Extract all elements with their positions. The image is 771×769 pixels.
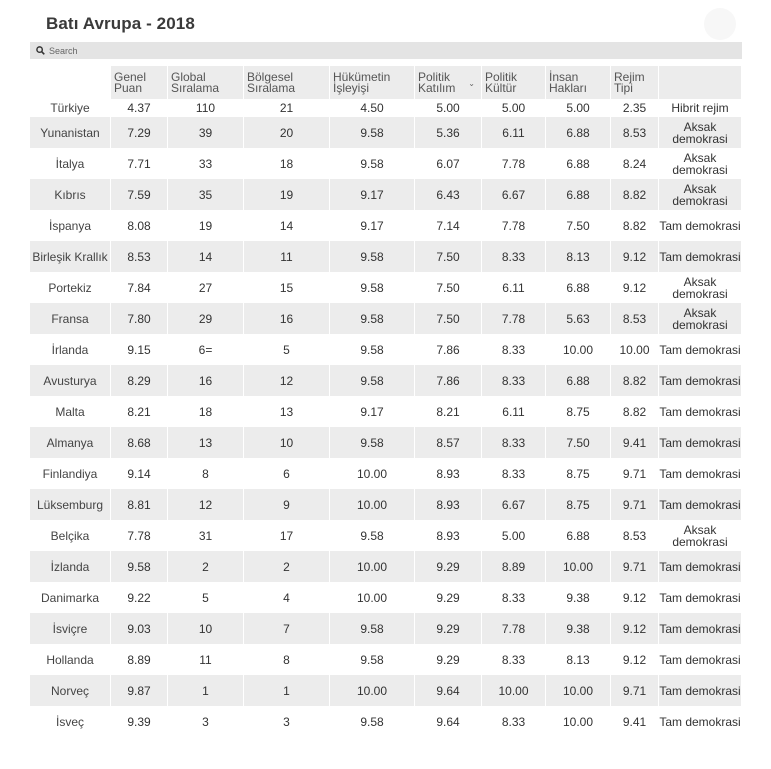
table-row[interactable] (30, 613, 742, 644)
global-siralama-cell: 10 (168, 613, 244, 644)
politik-kultur-cell: 5.00 (482, 520, 546, 551)
politik-kultur-cell: 7.78 (482, 148, 546, 179)
politik-katilim-cell: 8.93 (415, 520, 482, 551)
politik-kultur-cell: 7.78 (482, 613, 546, 644)
column-header-genel-puan[interactable]: Genel Puan (111, 66, 168, 99)
genel-puan-cell: 9.15 (111, 334, 168, 365)
rejim-tipi-cell: 9.41 (611, 427, 659, 458)
politik-kultur-cell: 6.11 (482, 272, 546, 303)
insan-haklari-cell: 6.88 (546, 117, 611, 148)
hukumetin-isleyisi-cell: 9.58 (330, 303, 415, 334)
country-cell: Finlandiya (30, 458, 111, 489)
rejim-tipi-cell: 8.53 (611, 117, 659, 148)
hukumetin-isleyisi-cell: 10.00 (330, 489, 415, 520)
global-siralama-cell: 13 (168, 427, 244, 458)
insan-haklari-cell: 10.00 (546, 334, 611, 365)
insan-haklari-cell: 8.13 (546, 241, 611, 272)
global-siralama-cell: 29 (168, 303, 244, 334)
hukumetin-isleyisi-cell: 9.58 (330, 241, 415, 272)
table-row[interactable] (30, 396, 742, 427)
global-siralama-cell: 8 (168, 458, 244, 489)
table-row[interactable] (30, 706, 742, 737)
rejim-tipi-cell: 9.12 (611, 272, 659, 303)
bolgesel-siralama-cell: 18 (244, 148, 330, 179)
regime-type-cell: Tam demokrasi (659, 334, 742, 365)
global-siralama-cell: 1 (168, 675, 244, 706)
genel-puan-cell: 8.29 (111, 365, 168, 396)
column-header-hukumetin-isleyisi[interactable]: Hükümetin İşleyişi (330, 66, 415, 99)
regime-type-cell: Aksak demokrasi (659, 148, 742, 179)
insan-haklari-cell: 7.50 (546, 210, 611, 241)
table-row[interactable] (30, 644, 742, 675)
politik-kultur-cell: 8.33 (482, 582, 546, 613)
politik-katilim-cell: 9.29 (415, 613, 482, 644)
country-cell: İzlanda (30, 551, 111, 582)
politik-katilim-cell: 7.14 (415, 210, 482, 241)
global-siralama-cell: 39 (168, 117, 244, 148)
bolgesel-siralama-cell: 12 (244, 365, 330, 396)
hukumetin-isleyisi-cell: 9.17 (330, 179, 415, 210)
politik-katilim-cell: 7.86 (415, 334, 482, 365)
politik-kultur-cell: 5.00 (482, 99, 546, 117)
global-siralama-cell: 16 (168, 365, 244, 396)
insan-haklari-cell: 8.75 (546, 458, 611, 489)
rejim-tipi-cell: 8.53 (611, 520, 659, 551)
bolgesel-siralama-cell: 15 (244, 272, 330, 303)
column-header-rejim-tipi[interactable]: Rejim Tipi (611, 66, 659, 99)
politik-katilim-cell: 8.57 (415, 427, 482, 458)
politik-kultur-cell: 8.89 (482, 551, 546, 582)
genel-puan-cell: 8.89 (111, 644, 168, 675)
politik-katilim-cell: 5.00 (415, 99, 482, 117)
column-header-global-siralama[interactable]: Global Sıralama (168, 66, 244, 99)
politik-katilim-cell: 7.50 (415, 303, 482, 334)
bolgesel-siralama-cell: 8 (244, 644, 330, 675)
genel-puan-cell: 8.68 (111, 427, 168, 458)
bolgesel-siralama-cell: 10 (244, 427, 330, 458)
column-header-country[interactable] (30, 66, 111, 99)
regime-type-cell: Hibrit rejim (659, 99, 742, 117)
rejim-tipi-cell: 9.12 (611, 582, 659, 613)
insan-haklari-cell: 8.13 (546, 644, 611, 675)
country-cell: Belçika (30, 520, 111, 551)
politik-kultur-cell: 6.67 (482, 179, 546, 210)
rejim-tipi-cell: 8.82 (611, 365, 659, 396)
table-row[interactable] (30, 520, 742, 551)
genel-puan-cell: 7.78 (111, 520, 168, 551)
insan-haklari-cell: 9.38 (546, 613, 611, 644)
table-row[interactable] (30, 365, 742, 396)
genel-puan-cell: 7.59 (111, 179, 168, 210)
politik-kultur-cell: 7.78 (482, 210, 546, 241)
search-bar[interactable] (30, 42, 742, 59)
hukumetin-isleyisi-cell: 9.17 (330, 396, 415, 427)
genel-puan-cell: 7.84 (111, 272, 168, 303)
bolgesel-siralama-cell: 19 (244, 179, 330, 210)
global-siralama-cell: 35 (168, 179, 244, 210)
bolgesel-siralama-cell: 9 (244, 489, 330, 520)
genel-puan-cell: 8.08 (111, 210, 168, 241)
politik-katilim-cell: 6.43 (415, 179, 482, 210)
politik-kultur-cell: 8.33 (482, 644, 546, 675)
regime-type-cell: Tam demokrasi (659, 458, 742, 489)
rejim-tipi-cell: 8.82 (611, 396, 659, 427)
table-row[interactable] (30, 272, 742, 303)
country-cell: Türkiye (30, 99, 111, 117)
genel-puan-cell: 4.37 (111, 99, 168, 117)
regime-type-cell: Tam demokrasi (659, 427, 742, 458)
hukumetin-isleyisi-cell: 10.00 (330, 551, 415, 582)
global-siralama-cell: 19 (168, 210, 244, 241)
politik-kultur-cell: 6.11 (482, 117, 546, 148)
insan-haklari-cell: 6.88 (546, 179, 611, 210)
rejim-tipi-cell: 8.53 (611, 303, 659, 334)
insan-haklari-cell: 8.75 (546, 396, 611, 427)
bolgesel-siralama-cell: 16 (244, 303, 330, 334)
insan-haklari-cell: 10.00 (546, 706, 611, 737)
search-icon (36, 46, 45, 55)
rejim-tipi-cell: 8.82 (611, 179, 659, 210)
regime-type-cell: Tam demokrasi (659, 365, 742, 396)
bolgesel-siralama-cell: 14 (244, 210, 330, 241)
table-row[interactable] (30, 675, 742, 706)
hukumetin-isleyisi-cell: 9.58 (330, 613, 415, 644)
hukumetin-isleyisi-cell: 9.58 (330, 427, 415, 458)
country-cell: Malta (30, 396, 111, 427)
table-header-row (30, 66, 742, 99)
politik-katilim-cell: 9.29 (415, 551, 482, 582)
genel-puan-cell: 9.39 (111, 706, 168, 737)
regime-type-cell: Tam demokrasi (659, 582, 742, 613)
country-cell: Portekiz (30, 272, 111, 303)
regime-type-cell: Tam demokrasi (659, 396, 742, 427)
country-cell: Hollanda (30, 644, 111, 675)
insan-haklari-cell: 7.50 (546, 427, 611, 458)
hukumetin-isleyisi-cell: 4.50 (330, 99, 415, 117)
table-row[interactable] (30, 241, 742, 272)
hukumetin-isleyisi-cell: 9.58 (330, 706, 415, 737)
insan-haklari-cell: 6.88 (546, 272, 611, 303)
table-row[interactable] (30, 210, 742, 241)
rejim-tipi-cell: 9.12 (611, 241, 659, 272)
politik-katilim-cell: 7.86 (415, 365, 482, 396)
politik-kultur-cell: 8.33 (482, 241, 546, 272)
bolgesel-siralama-cell: 11 (244, 241, 330, 272)
bolgesel-siralama-cell: 3 (244, 706, 330, 737)
country-cell: Fransa (30, 303, 111, 334)
bolgesel-siralama-cell: 4 (244, 582, 330, 613)
bolgesel-siralama-cell: 21 (244, 99, 330, 117)
country-cell: İsviçre (30, 613, 111, 644)
global-siralama-cell: 2 (168, 551, 244, 582)
bolgesel-siralama-cell: 5 (244, 334, 330, 365)
bolgesel-siralama-cell: 13 (244, 396, 330, 427)
table-row[interactable] (30, 334, 742, 365)
rejim-tipi-cell: 2.35 (611, 99, 659, 117)
table-row[interactable] (30, 117, 742, 148)
regime-type-cell: Tam demokrasi (659, 613, 742, 644)
rejim-tipi-cell: 8.24 (611, 148, 659, 179)
country-cell: İtalya (30, 148, 111, 179)
regime-type-cell: Aksak demokrasi (659, 117, 742, 148)
rejim-tipi-cell: 9.71 (611, 489, 659, 520)
genel-puan-cell: 9.03 (111, 613, 168, 644)
politik-katilim-cell: 9.29 (415, 644, 482, 675)
politik-katilim-cell: 7.50 (415, 272, 482, 303)
insan-haklari-cell: 8.75 (546, 489, 611, 520)
table-row[interactable] (30, 551, 742, 582)
rejim-tipi-cell: 9.41 (611, 706, 659, 737)
sort-desc-icon: ⌄ (468, 79, 475, 88)
genel-puan-cell: 8.21 (111, 396, 168, 427)
table-row[interactable] (30, 179, 742, 210)
global-siralama-cell: 6= (168, 334, 244, 365)
global-siralama-cell: 18 (168, 396, 244, 427)
politik-kultur-cell: 8.33 (482, 334, 546, 365)
fullscreen-button[interactable] (704, 8, 736, 40)
rejim-tipi-cell: 10.00 (611, 334, 659, 365)
insan-haklari-cell: 10.00 (546, 675, 611, 706)
global-siralama-cell: 12 (168, 489, 244, 520)
global-siralama-cell: 31 (168, 520, 244, 551)
hukumetin-isleyisi-cell: 9.58 (330, 272, 415, 303)
table-row[interactable] (30, 582, 742, 613)
rejim-tipi-cell: 9.12 (611, 644, 659, 675)
country-cell: İrlanda (30, 334, 111, 365)
hukumetin-isleyisi-cell: 9.17 (330, 210, 415, 241)
global-siralama-cell: 14 (168, 241, 244, 272)
regime-type-cell: Aksak demokrasi (659, 303, 742, 334)
global-siralama-cell: 33 (168, 148, 244, 179)
global-siralama-cell: 27 (168, 272, 244, 303)
insan-haklari-cell: 5.00 (546, 99, 611, 117)
regime-type-cell: Tam demokrasi (659, 489, 742, 520)
genel-puan-cell: 9.14 (111, 458, 168, 489)
politik-katilim-cell: 9.64 (415, 706, 482, 737)
politik-katilim-cell: 5.36 (415, 117, 482, 148)
politik-kultur-cell: 7.78 (482, 303, 546, 334)
table-row[interactable] (30, 303, 742, 334)
hukumetin-isleyisi-cell: 10.00 (330, 582, 415, 613)
country-cell: Almanya (30, 427, 111, 458)
table-row[interactable] (30, 427, 742, 458)
insan-haklari-cell: 5.63 (546, 303, 611, 334)
hukumetin-isleyisi-cell: 9.58 (330, 334, 415, 365)
country-cell: İspanya (30, 210, 111, 241)
insan-haklari-cell: 10.00 (546, 551, 611, 582)
bolgesel-siralama-cell: 20 (244, 117, 330, 148)
politik-kultur-cell: 6.67 (482, 489, 546, 520)
politik-katilim-cell: 9.64 (415, 675, 482, 706)
regime-type-cell: Tam demokrasi (659, 551, 742, 582)
regime-type-cell: Aksak demokrasi (659, 272, 742, 303)
global-siralama-cell: 5 (168, 582, 244, 613)
data-table (30, 66, 742, 737)
column-header-regime-type[interactable] (659, 66, 742, 99)
genel-puan-cell: 7.80 (111, 303, 168, 334)
bolgesel-siralama-cell: 7 (244, 613, 330, 644)
genel-puan-cell: 9.87 (111, 675, 168, 706)
regime-type-cell: Tam demokrasi (659, 706, 742, 737)
table-row[interactable] (30, 148, 742, 179)
country-cell: Lüksemburg (30, 489, 111, 520)
insan-haklari-cell: 6.88 (546, 365, 611, 396)
country-cell: Norveç (30, 675, 111, 706)
rejim-tipi-cell: 8.82 (611, 210, 659, 241)
politik-katilim-cell: 6.07 (415, 148, 482, 179)
hukumetin-isleyisi-cell: 10.00 (330, 675, 415, 706)
table-row[interactable] (30, 99, 742, 117)
politik-katilim-cell: 8.21 (415, 396, 482, 427)
hukumetin-isleyisi-cell: 10.00 (330, 458, 415, 489)
hukumetin-isleyisi-cell: 9.58 (330, 117, 415, 148)
global-siralama-cell: 3 (168, 706, 244, 737)
politik-katilim-cell: 7.50 (415, 241, 482, 272)
table-row[interactable] (30, 489, 742, 520)
country-cell: Kıbrıs (30, 179, 111, 210)
column-header-insan-haklari[interactable]: İnsan Hakları (546, 66, 611, 99)
regime-type-cell: Tam demokrasi (659, 675, 742, 706)
genel-puan-cell: 9.22 (111, 582, 168, 613)
genel-puan-cell: 9.58 (111, 551, 168, 582)
country-cell: Danimarka (30, 582, 111, 613)
country-cell: Yunanistan (30, 117, 111, 148)
regime-type-cell: Aksak demokrasi (659, 520, 742, 551)
search-input[interactable] (49, 46, 649, 56)
genel-puan-cell: 7.29 (111, 117, 168, 148)
genel-puan-cell: 7.71 (111, 148, 168, 179)
global-siralama-cell: 11 (168, 644, 244, 675)
politik-kultur-cell: 8.33 (482, 427, 546, 458)
bolgesel-siralama-cell: 2 (244, 551, 330, 582)
politik-kultur-cell: 6.11 (482, 396, 546, 427)
insan-haklari-cell: 6.88 (546, 520, 611, 551)
column-header-politik-kultur[interactable]: Politik Kültür (482, 66, 546, 99)
hukumetin-isleyisi-cell: 9.58 (330, 148, 415, 179)
hukumetin-isleyisi-cell: 9.58 (330, 644, 415, 675)
politik-katilim-cell: 8.93 (415, 458, 482, 489)
insan-haklari-cell: 9.38 (546, 582, 611, 613)
politik-katilim-cell: 9.29 (415, 582, 482, 613)
country-cell: Birleşik Krallık (30, 241, 111, 272)
bolgesel-siralama-cell: 1 (244, 675, 330, 706)
bolgesel-siralama-cell: 6 (244, 458, 330, 489)
politik-kultur-cell: 10.00 (482, 675, 546, 706)
country-cell: Avusturya (30, 365, 111, 396)
table-row[interactable] (30, 458, 742, 489)
rejim-tipi-cell: 9.71 (611, 458, 659, 489)
page-title: Batı Avrupa - 2018 (46, 14, 195, 33)
bolgesel-siralama-cell: 17 (244, 520, 330, 551)
politik-katilim-cell: 8.93 (415, 489, 482, 520)
regime-type-cell: Tam demokrasi (659, 644, 742, 675)
hukumetin-isleyisi-cell: 9.58 (330, 520, 415, 551)
rejim-tipi-cell: 9.71 (611, 675, 659, 706)
column-header-bolgesel-siralama[interactable]: Bölgesel Sıralama (244, 66, 330, 99)
insan-haklari-cell: 6.88 (546, 148, 611, 179)
global-siralama-cell: 110 (168, 99, 244, 117)
politik-kultur-cell: 8.33 (482, 365, 546, 396)
genel-puan-cell: 8.81 (111, 489, 168, 520)
regime-type-cell: Aksak demokrasi (659, 179, 742, 210)
country-cell: İsveç (30, 706, 111, 737)
column-header-politik-katilim[interactable]: Politik Katılım ⌄ (415, 66, 482, 99)
rejim-tipi-cell: 9.71 (611, 551, 659, 582)
genel-puan-cell: 8.53 (111, 241, 168, 272)
politik-kultur-cell: 8.33 (482, 706, 546, 737)
rejim-tipi-cell: 9.12 (611, 613, 659, 644)
regime-type-cell: Tam demokrasi (659, 210, 742, 241)
hukumetin-isleyisi-cell: 9.58 (330, 365, 415, 396)
regime-type-cell: Tam demokrasi (659, 241, 742, 272)
politik-kultur-cell: 8.33 (482, 458, 546, 489)
